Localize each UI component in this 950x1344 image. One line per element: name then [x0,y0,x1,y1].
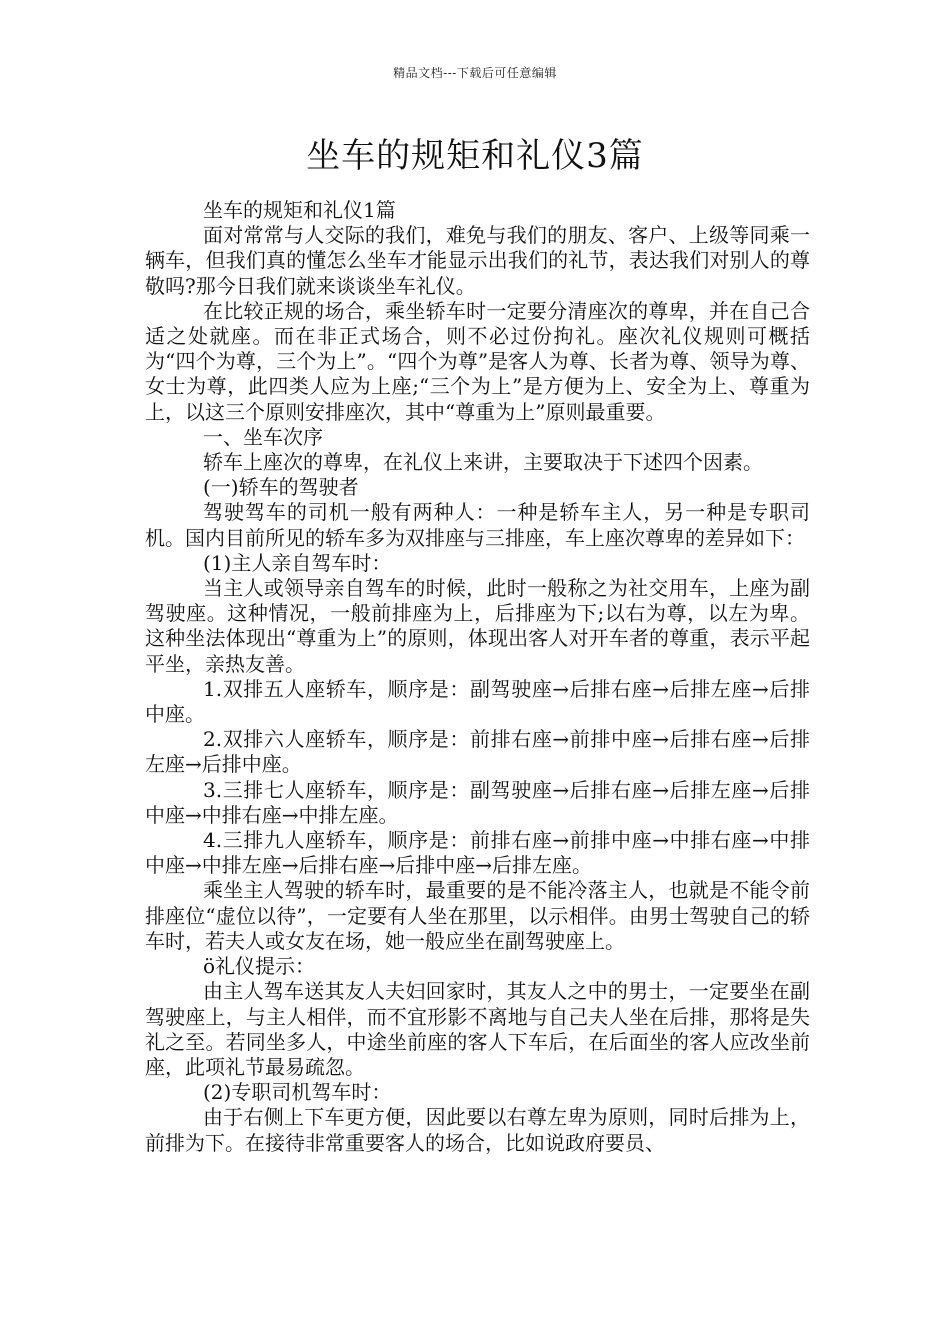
document-body [145,198,810,1156]
paragraph: 轿车上座次的尊卑，在礼仪上来讲，主要取决于下述四个因素。 [203,450,763,475]
list-item: 4.三排九人座轿车，顺序是：前排右座→前排中座→中排右座→中排中座→中排左座→后排右座→后排中座→后排左座。 [145,828,810,878]
list-item: 2.双排六人座轿车，顺序是：前排右座→前排中座→后排右座→后排左座→后排中座。 [145,727,810,777]
document-title: 坐车的规矩和礼仪3篇 [306,136,644,176]
subsection-heading: (2)专职司机驾车时： [203,1080,392,1105]
paragraph: 在比较正规的场合，乘坐轿车时一定要分清座次的尊卑，并在自己合适之处就座。而在非正式场合，则不必过份拘礼。座次礼仪规则可概括为“四个为尊，三个为上”。“四个为尊”是客人为尊、长者为尊、领导为尊、女士为尊，此四类人应为上座;“三个为上”是方便为上、安全为上、尊重为上，以这三个原则安排座次，其中“尊重为上”原则最重要。 [145,298,810,424]
list-item: 1.双排五人座轿车，顺序是：副驾驶座→后排右座→后排左座→后排中座。 [145,676,810,727]
list-item: 3.三排七人座轿车，顺序是：副驾驶座→后排右座→后排左座→后排中座→中排右座→中排左座。 [145,777,810,827]
paragraph: 当主人或领导亲自驾车的时候，此时一般称之为社交用车，上座为副驾驶座。这种情况，一般前排座为上，后排座为下;以右为尊，以左为卑。这种坐法体现出“尊重为上”的原则，体现出客人对开车者的尊重，表示平起平坐，亲热友善。 [145,576,810,676]
paragraph: 由主人驾车送其友人夫妇回家时，其友人之中的男士，一定要坐在副驾驶座上，与主人相伴，而不宜形影不离地与自己夫人坐在后排，那将是失礼之至。若同坐多人，中途坐前座的客人下车后，在后面坐的客人应改坐前座，此项礼节最易疏忽。 [145,979,810,1079]
section-heading: 坐车的规矩和礼仪1篇 [203,198,396,222]
paragraph: 乘坐主人驾驶的轿车时，最重要的是不能冷落主人，也就是不能令前排座位“虚位以待”，一定要有人坐在那里，以示相伴。由男士驾驶自己的轿车时，若夫人或女友在场，她一般应坐在副驾驶座上。 [145,878,810,953]
section-heading: 一、坐车次序 [203,424,323,449]
paragraph: 由于右侧上下车更方便，因此要以右尊左卑为原则，同时后排为上，前排为下。在接待非常重要客人的场合，比如说政府要员、 [145,1105,810,1155]
paragraph: 驾驶驾车的司机一般有两种人：一种是轿车主人，另一种是专职司机。国内目前所见的轿车多为双排座与三排座，车上座次尊卑的差异如下： [145,500,810,550]
tip-heading: ö礼仪提示： [203,954,316,979]
paragraph: 面对常常与人交际的我们，难免与我们的朋友、客户、上级等同乘一辆车，但我们真的懂怎么坐车才能显示出我们的礼节，表达我们对别人的尊敬吗?那今日我们就来谈谈坐车礼仪。 [145,223,810,298]
subsection-heading: (1)主人亲自驾车时： [203,550,392,575]
page-header: 精品文档---下载后可任意编辑 [393,66,557,80]
subsection-heading: (一)轿车的驾驶者 [203,475,359,500]
